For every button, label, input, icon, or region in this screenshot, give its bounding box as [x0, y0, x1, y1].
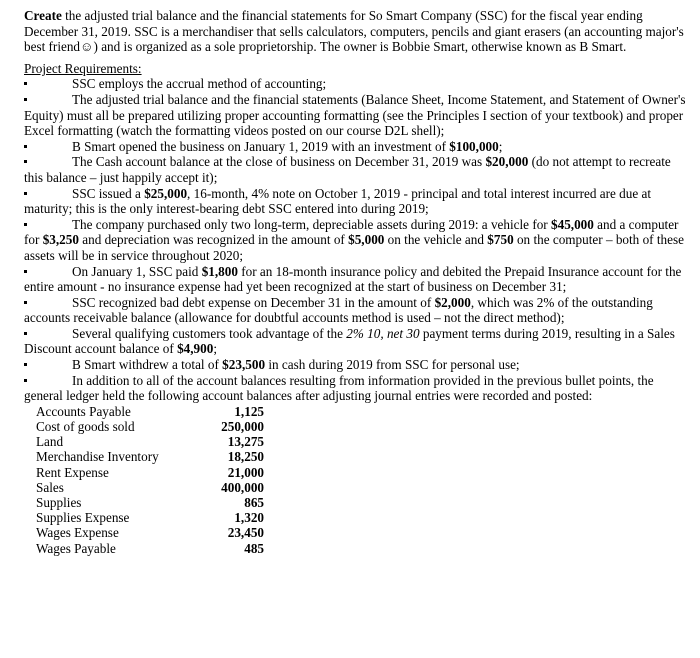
bullet-text: ;: [498, 138, 503, 154]
ledger-account-amount: 21,000: [227, 464, 264, 480]
bullet-amount: $4,900: [177, 341, 214, 357]
bullet-amount: $23,500: [222, 357, 266, 373]
bullet-text: SSC recognized bad debt expense on December 31 in the amount of: [72, 294, 435, 310]
bullet-text: The adjusted trial balance and the financial statements (Balance Sheet, Income Statement, and Statement of Owner's Equity) must all be prepared utilizing proper accounting formatting (see the Principles I section of your textbook) and proper Excel formatting (watch the formatting videos posted on our course D2L shell);: [24, 91, 686, 139]
bullet-amount: $45,000: [551, 216, 594, 232]
bullet-amount: $3,250: [42, 232, 79, 248]
bullet-text: Several qualifying customers took advantage of the: [72, 325, 347, 341]
bullet-text: , which was 2% of the outstanding accounts receivable balance (allowance for doubtful accounts method is used – not the direct method);: [24, 294, 653, 326]
ledger-account-name: Supplies Expense: [36, 510, 130, 526]
bullet-text: on the vehicle and: [384, 232, 488, 248]
bullet-text: The company purchased only two long-term, depreciable assets during 2019: a vehicle for: [72, 216, 551, 232]
table-row: [36, 465, 264, 480]
intro-text-a: the adjusted trial balance and the financial statements for So Smart Company (SSC) for the fiscal year ending December 31, 2019. SSC is a merchandiser that sells calculators, computers, pencils and giant erasers (an accounting major's best friend: [24, 8, 684, 55]
list-item: [24, 217, 688, 264]
bullet-text: ;: [213, 341, 217, 357]
bullet-amount: $750: [487, 232, 514, 248]
bullet-amount: $2,000: [434, 294, 471, 310]
ledger-account-name: Accounts Payable: [36, 403, 131, 419]
ledger-account-amount: 23,450: [227, 525, 264, 541]
bullet-amount: $20,000: [485, 154, 529, 170]
bullet-amount: $5,000: [348, 232, 385, 248]
ledger-account-amount: 250,000: [221, 419, 264, 435]
ledger-account-amount: 13,275: [227, 434, 264, 450]
ledger-account-amount: 1,320: [234, 510, 264, 526]
bullet-text: payment terms during 2019, resulting in a Sales Discount account balance of: [24, 325, 675, 357]
bullet-terms: 2% 10, net 30: [346, 325, 420, 341]
ledger-account-amount: 485: [244, 540, 264, 556]
list-item: [24, 186, 688, 217]
list-item: [24, 154, 688, 185]
ledger-account-name: Supplies: [36, 495, 82, 511]
bullet-text: and a computer for: [24, 216, 679, 248]
bullet-text: B Smart opened the business on January 1, 2019 with an investment of: [72, 138, 450, 154]
intro-text-b: ) and is organized as a sole proprietorship. The owner is Bobbie Smart, otherwise known as B Smart.: [93, 39, 627, 55]
table-row: [36, 434, 264, 449]
bullet-text: B Smart withdrew a total of: [72, 357, 223, 373]
requirements-title: Project Requirements:: [24, 60, 142, 76]
ledger-account-name: Wages Payable: [36, 540, 116, 556]
table-row: [36, 510, 264, 525]
ledger-account-amount: 400,000: [221, 479, 264, 495]
requirements-list: [24, 76, 688, 403]
bullet-text: in cash during 2019 from SSC for personal use;: [265, 357, 520, 373]
bullet-text: and depreciation was recognized in the amount of: [78, 232, 349, 248]
ledger-account-amount: 1,125: [234, 403, 264, 419]
ledger-account-name: Wages Expense: [36, 525, 119, 541]
bullet-text: The Cash account balance at the close of business on December 31, 2019 was: [72, 154, 486, 170]
table-row: [36, 480, 264, 495]
bullet-text: , 16-month, 4% note on October 1, 2019 - principal and total interest incurred are due at maturity; this is the only interest-bearing debt SSC entered into during 2019;: [24, 185, 652, 217]
ledger-account-name: Cost of goods sold: [36, 419, 135, 435]
bullet-amount: $100,000: [449, 138, 499, 154]
table-row: [36, 495, 264, 510]
ledger-account-amount: 865: [244, 495, 264, 511]
ledger-account-name: Land: [36, 434, 64, 450]
bullet-text: for an 18-month insurance policy and debited the Prepaid Insurance account for the entire amount - no insurance expense had yet been recognized at the start of business on December 31;: [24, 263, 682, 295]
bullet-text: In addition to all of the account balances resulting from information provided in the previous bullet points, the general ledger held the following account balances after adjusting journal entries were recorded and posted:: [24, 372, 654, 404]
list-item: [24, 139, 688, 155]
intro-create-word: Create: [24, 8, 62, 23]
ledger-account-name: Rent Expense: [36, 464, 109, 480]
bullet-text: SSC issued a: [72, 185, 145, 201]
list-item: [24, 326, 688, 357]
list-item: [24, 92, 688, 139]
list-item: [24, 76, 688, 92]
intro-paragraph: [24, 8, 688, 55]
table-row: [36, 541, 264, 556]
bullet-amount: $1,800: [201, 263, 238, 279]
bullet-amount: $25,000: [144, 185, 188, 201]
table-row: [36, 404, 264, 419]
smiley-icon: ☺: [80, 39, 94, 55]
list-item: [24, 357, 688, 373]
bullet-text: On January 1, SSC paid: [72, 263, 202, 279]
list-item: [24, 373, 688, 404]
table-row: [36, 449, 264, 464]
table-row: [36, 419, 264, 434]
ledger-account-name: Merchandise Inventory: [36, 449, 159, 465]
ledger-account-name: Sales: [36, 479, 64, 495]
bullet-text: SSC employs the accrual method of accounting;: [72, 76, 327, 92]
ledger-balances-table: [36, 404, 264, 556]
table-row: [36, 525, 264, 540]
list-item: [24, 295, 688, 326]
bullet-text: (do not attempt to recreate this balance – just happily accept it);: [24, 154, 671, 185]
bullet-text: on the computer – both of these assets will be in service throughout 2020;: [24, 232, 684, 263]
list-item: [24, 264, 688, 295]
ledger-account-amount: 18,250: [227, 449, 264, 465]
